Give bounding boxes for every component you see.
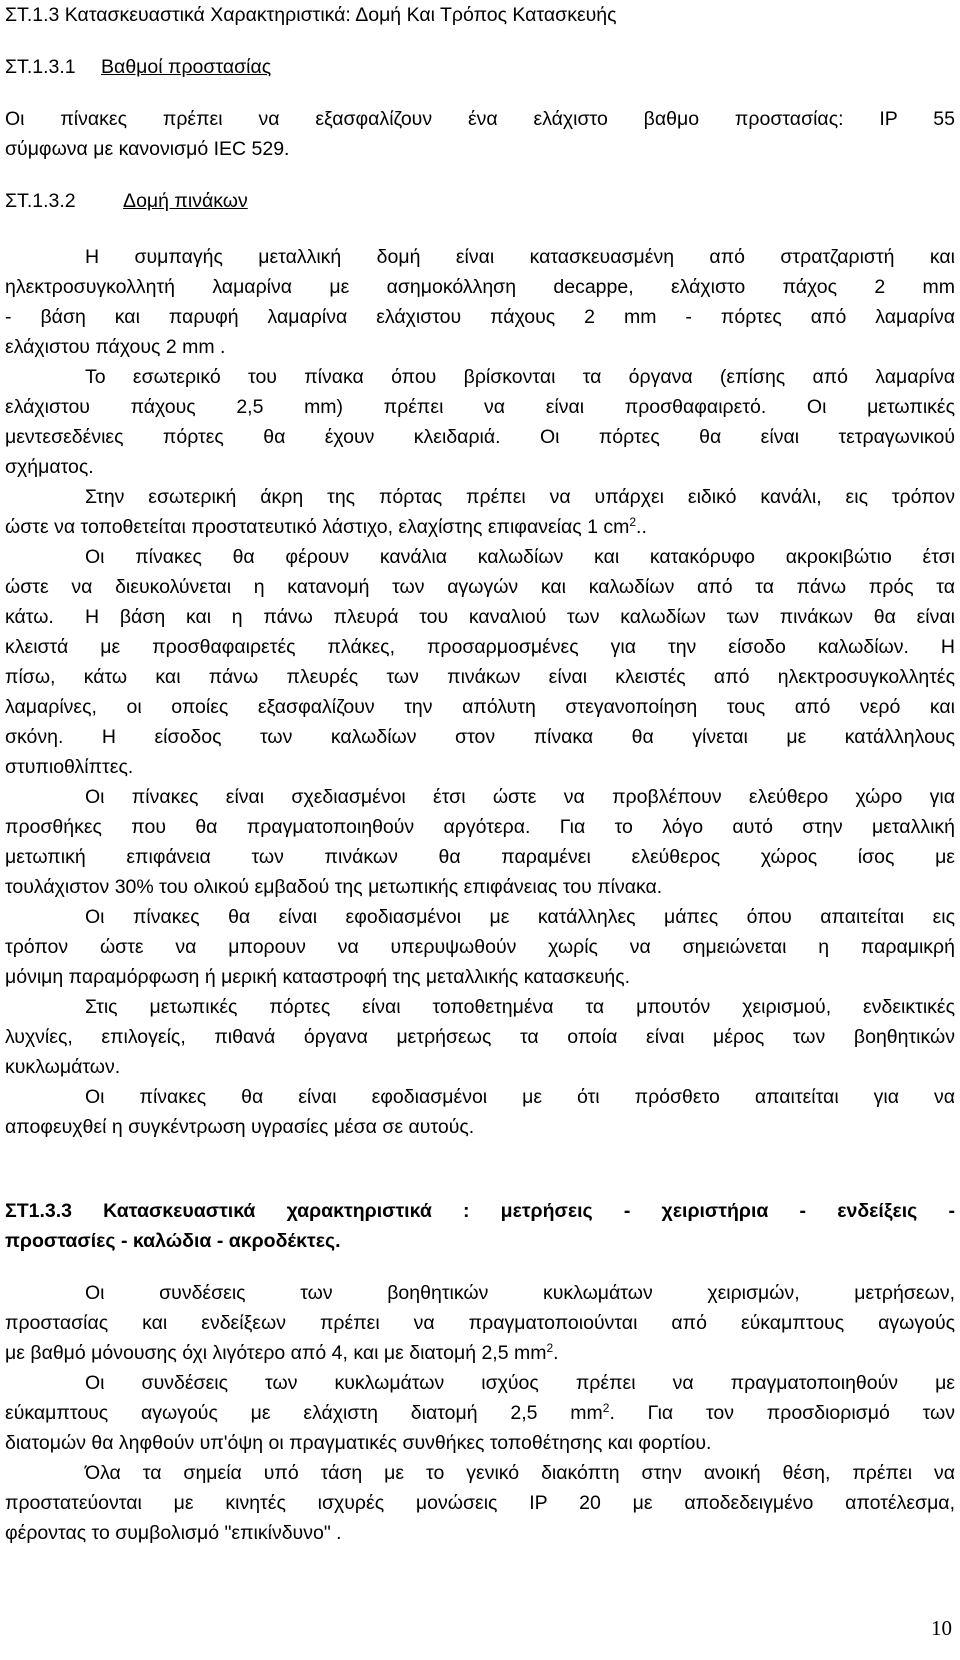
section-heading-st-1-3-3	[5, 1196, 955, 1256]
text-line: φέροντας το συμβολισμό "επικίνδυνο" .	[5, 1522, 342, 1544]
section-title: ΣΤ1.3.3 Κατασκευαστικά χαρακτηριστικά : μετρήσεις - χειριστήρια - ενδείξεις -	[5, 1200, 955, 1222]
section-number: ΣΤ.1.3.2	[5, 190, 76, 212]
text-line: Οι συνδέσεις των κυκλωμάτων ισχύος πρέπει να πραγματοποιηθούν με	[85, 1372, 955, 1394]
text-line: Η βάση και η πάνω πλευρά του καναλιού των καλωδίων των πινάκων θα είναι	[85, 606, 955, 628]
text-line: Στην εσωτερική άκρη της πόρτας πρέπει να υπάρχει ειδικό κανάλι, εις τρόπον	[85, 486, 955, 508]
paragraph-structure-1	[5, 242, 955, 362]
text-line: ηλεκτροσυγκολλητή λαμαρίνα με ασημοκόλληση decappe, ελάχιστο πάχος 2 mm	[5, 276, 955, 298]
section-heading-st-1-3-2	[5, 186, 248, 216]
text-line: Όλα τα σημεία υπό τάση με το γενικό διακόπτη στην ανοική θέση, πρέπει να	[85, 1462, 955, 1484]
text-line: σχήματος.	[5, 456, 94, 478]
text-line: στυπιοθλίπτες.	[5, 756, 134, 778]
text-fragment: εύκαμπτους αγωγούς με ελάχιστη διατομή 2,5 mm	[5, 1402, 603, 1424]
paragraph-structure-6	[5, 782, 955, 902]
text-line: Το εσωτερικό του πίνακα όπου βρίσκονται τα όργανα (επίσης από λαμαρίνα	[85, 366, 955, 388]
text-line: κλειστά με προσθαφαιρετές πλάκες, προσαρμοσμένες για την είσοδο καλωδίων. Η	[5, 636, 955, 658]
text-line: Οι πίνακες θα είναι εφοδιασμένοι με ότι πρόσθετο απαιτείται για να	[85, 1086, 955, 1108]
text-line: ελάχιστου πάχους 2,5 mm) πρέπει να είναι προσθαφαιρετό. Οι μετωπικές	[5, 396, 955, 418]
text-line	[5, 512, 955, 542]
text-line: αποφευχθεί η συγκέντρωση υγρασίες μέσα σε αυτούς.	[5, 1116, 475, 1138]
text-line: λαμαρίνες, οι οποίες εξασφαλίζουν την απόλυτη στεγανοποίηση τους από νερό και	[5, 696, 955, 718]
text-fragment: .	[553, 1342, 559, 1364]
paragraph-structure-7	[5, 902, 955, 992]
section-number: ΣΤ.1.3.1	[5, 56, 76, 78]
text-line: λυχνίες, επιλογείς, πιθανά όργανα μετρήσεως τα οποία είναι μέρος των βοηθητικών	[5, 1026, 955, 1048]
section-title: Βαθμοί προστασίας	[101, 56, 272, 78]
section-title: Κατασκευαστικά Χαρακτηριστικά: Δομή Και Τρόπος Κατασκευής	[64, 4, 617, 26]
text-line: τρόπον ώστε να μπορουν να υπερυψωθούν χωρίς να σημειώνεται η παραμικρή	[5, 936, 955, 958]
page-number: 10	[931, 1616, 952, 1640]
section-title: προστασίες - καλώδια - ακροδέκτες.	[5, 1230, 341, 1252]
text-line: σύμφωνα με κανονισμό IEC 529.	[5, 138, 290, 160]
text-line: προστασίας και ενδείξεων πρέπει να πραγματοποιούνται από εύκαμπτους αγωγούς	[5, 1312, 955, 1334]
text-line: Οι πίνακες πρέπει να εξασφαλίζουν ένα ελάχιστο βαθμο προστασίας: IP 55	[5, 108, 955, 130]
text-line: Στις μετωπικές πόρτες είναι τοποθετημένα τα μπουτόν χειρισμού, ενδεικτικές	[85, 996, 955, 1018]
text-fragment: . Για τον προσδιορισμό των	[609, 1402, 955, 1424]
text-line: μεντεσεδένιες πόρτες θα έχουν κλειδαριά. Οι πόρτες θα είναι τετραγωνικού	[5, 426, 955, 448]
paragraph-construction-1	[5, 1278, 955, 1368]
text-line: Οι πίνακες είναι σχεδιασμένοι έτσι ώστε να προβλέπουν ελεύθερο χώρο για	[85, 786, 955, 808]
text-line: κάτω.	[5, 606, 54, 628]
text-line: Η συμπαγής μεταλλική δομή είναι κατασκευασμένη από στρατζαριστή και	[85, 246, 955, 268]
superscript: 2	[629, 515, 637, 529]
text-line: προστατεύονται με κινητές ισχυρές μονώσεις IP 20 με αποδεδειγμένο αποτέλεσμα,	[5, 1492, 955, 1514]
text-line	[5, 1398, 955, 1428]
paragraph-structure-3	[5, 482, 955, 542]
text-line: μετωπική επιφάνεια των πινάκων θα παραμένει ελεύθερος χώρος ίσος με	[5, 846, 955, 868]
superscript: 2	[546, 1341, 554, 1355]
text-line: ελάχιστου πάχους 2 mm .	[5, 336, 226, 358]
text-fragment: ώστε να τοποθετείται προστατευτικό λάστιχο, ελαχίστης επιφανείας 1 cm	[5, 516, 630, 538]
text-line: πίσω, κάτω και πάνω πλευρές των πινάκων είναι κλειστές από ηλεκτροσυγκολλητές	[5, 666, 955, 688]
paragraph-construction-2	[5, 1368, 955, 1458]
superscript: 2	[602, 1401, 610, 1415]
text-line: τουλάχιστον 30% του ολικού εμβαδού της μετωπικής επιφάνειας του πίνακα.	[5, 876, 663, 898]
section-number: ΣΤ.1.3	[5, 4, 60, 26]
text-line: προσθήκες που θα πραγματοποιηθούν αργότερα. Για το λόγο αυτό στην μεταλλική	[5, 816, 955, 838]
text-line: - βάση και παρυφή λαμαρίνα ελάχιστου πάχους 2 mm - πόρτες από λαμαρίνα	[5, 306, 955, 328]
paragraph-structure-8	[5, 992, 955, 1082]
section-heading-st-1-3-1	[5, 52, 271, 82]
text-line: Οι πίνακες θα είναι εφοδιασμένοι με κατάλληλες μάπες όπου απαιτείται εις	[85, 906, 955, 928]
text-fragment: ..	[636, 516, 647, 538]
text-line: Οι συνδέσεις των βοηθητικών κυκλωμάτων χειρισμών, μετρήσεων,	[85, 1282, 955, 1304]
paragraph-construction-3	[5, 1458, 955, 1548]
paragraph-structure-5	[5, 602, 955, 782]
text-line: κυκλωμάτων.	[5, 1056, 121, 1078]
text-line: σκόνη. Η είσοδος των καλωδίων στον πίνακα θα γίνεται με κατάλληλους	[5, 726, 955, 748]
section-title: Δομή πινάκων	[123, 190, 248, 212]
paragraph-structure-9	[5, 1082, 955, 1142]
text-line	[5, 1338, 955, 1368]
text-fragment: με βαθμό μόνουσης όχι λιγότερο από 4, και με διατομή 2,5 mm	[5, 1342, 547, 1364]
paragraph-protection	[5, 104, 955, 164]
text-line: Οι πίνακες θα φέρουν κανάλια καλωδίων και κατακόρυφο ακροκιβώτιο έτσι	[85, 546, 955, 568]
paragraph-structure-2	[5, 362, 955, 482]
section-heading-st-1-3	[5, 0, 617, 30]
text-line: μόνιμη παραμόρφωση ή μερική καταστροφή της μεταλλικής κατασκευής.	[5, 966, 631, 988]
text-line: διατομών θα ληφθούν υπ'όψη οι πραγματικές συνθήκες τοποθέτησης και φορτίου.	[5, 1432, 712, 1454]
text-line: ώστε να διευκολύνεται η κατανομή των αγωγών και καλωδίων από τα πάνω πρός τα	[5, 576, 955, 598]
